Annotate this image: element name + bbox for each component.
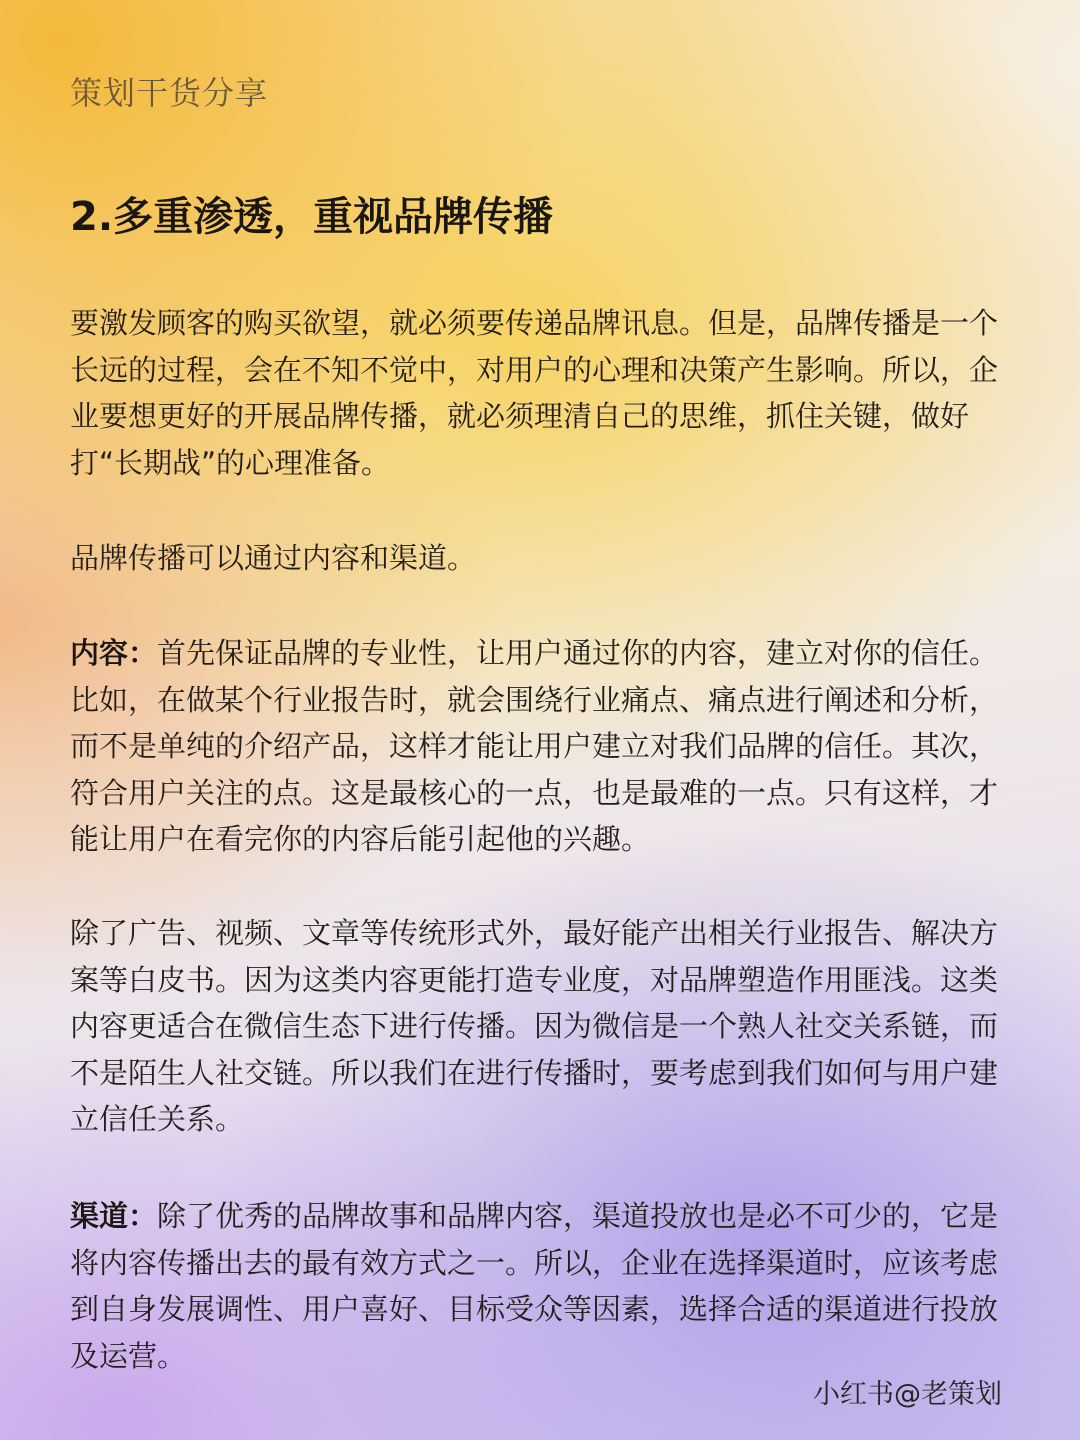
channel-lead-label: 渠道： [70,1199,158,1233]
category-tag: 策划干货分享 [70,74,269,112]
paragraph-intro: 要激发顾客的购买欲望，就必须要传递品牌讯息。但是，品牌传播是一个长远的过程，会在不知不觉中，对用户的心理和决策产生影响。所以，企业要想更好的开展品牌传播，就必须理清自己的思维，抓住关键，做好打“长期战”的心理准备。 [70,306,999,480]
paragraph-whitepaper: 除了广告、视频、文章等传统形式外，最好能产出相关行业报告、解决方案等白皮书。因为这类内容更能打造专业度，对品牌塑造作用匪浅。这类内容更适合在微信生态下进行传播。因为微信是一个熟人社交关系链，而不是陌生人社交链。所以我们在进行传播时，要考虑到我们如何与用户建立信任关系。 [70,916,999,1136]
author-signature: 小红书@老策划 [813,1379,1002,1410]
channel-body: 除了优秀的品牌故事和品牌内容，渠道投放也是必不可少的，它是将内容传播出去的最有效方式之一。所以，企业在选择渠道时，应该考虑到自身发展调性、用户喜好、目标受众等因素，选择合适的渠道进行投放及运营。 [70,1199,999,1373]
paragraph-summary: 品牌传播可以通过内容和渠道。 [70,541,477,575]
content-lead-label: 内容： [70,636,158,670]
content-body: 首先保证品牌的专业性，让用户通过你的内容，建立对你的信任。比如，在做某个行业报告时，就会围绕行业痛点、痛点进行阐述和分析，而不是单纯的介绍产品，这样才能让用户建立对我们品牌的信任。其次，符合用户关注的点。这是最核心的一点，也是最难的一点。只有这样，才能让用户在看完你的内容后能引起他的兴趣。 [70,636,999,856]
paragraph-content [70,630,1010,863]
section-title: 2.多重渗透，重视品牌传播 [70,194,554,240]
paragraph-channel [70,1193,1010,1379]
